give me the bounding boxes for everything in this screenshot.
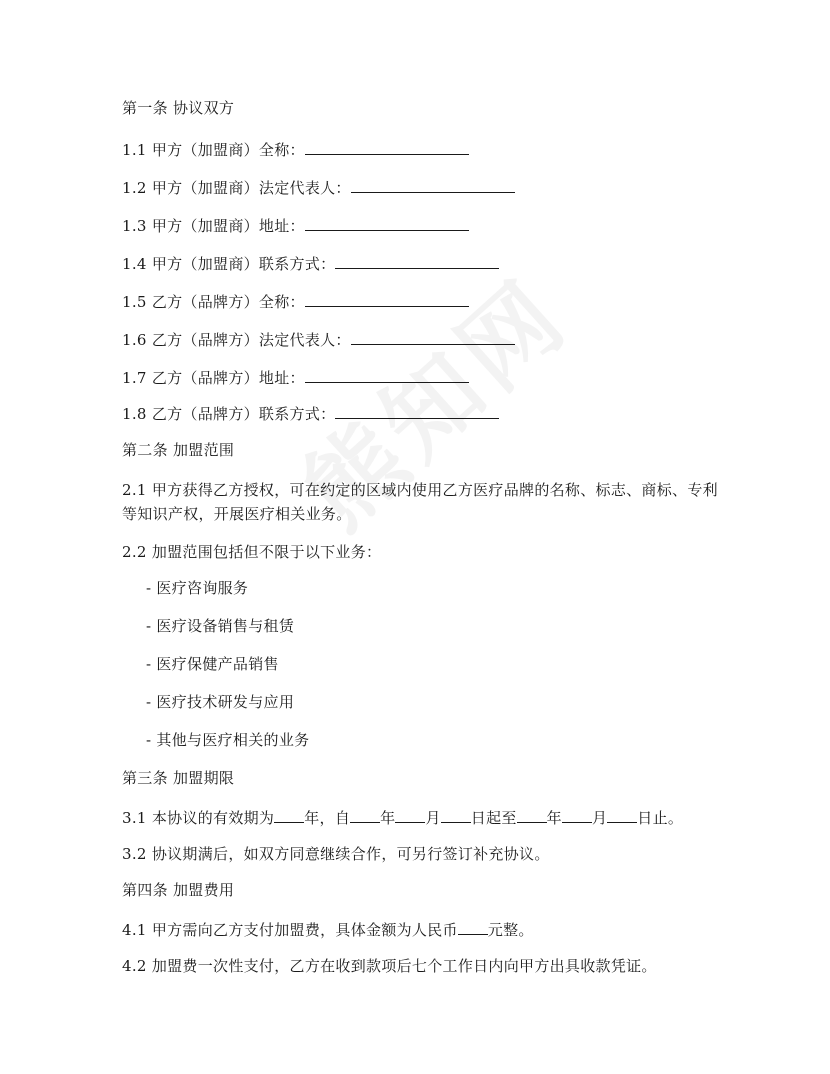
section-4-title: 第四条 加盟费用 <box>122 881 235 899</box>
clause-3-1-text: 年 <box>380 809 396 827</box>
clause-3-1 <box>122 806 683 828</box>
clause-1-7-label: 1.7 乙方（品牌方）地址： <box>122 369 305 387</box>
section-2-title: 第二条 加盟范围 <box>122 441 235 459</box>
list-item: - 医疗保健产品销售 <box>146 655 279 673</box>
list-item: - 医疗技术研发与应用 <box>146 693 295 711</box>
clause-1-6-label: 1.6 乙方（品牌方）法定代表人： <box>122 331 351 349</box>
blank-field <box>441 806 471 823</box>
list-item: - 其他与医疗相关的业务 <box>146 731 310 749</box>
clause-2-1: 2.1 甲方获得乙方授权，可在约定的区域内使用乙方医疗品牌的名称、标志、商标、专利等知识产权，开展医疗相关业务。 <box>122 481 718 523</box>
clause-4-1-text: 4.1 甲方需向乙方支付加盟费，具体金额为人民币 <box>122 921 458 939</box>
blank-field <box>607 806 637 823</box>
clause-1-4-label: 1.4 甲方（加盟商）联系方式： <box>122 255 336 273</box>
blank-field <box>305 290 469 307</box>
clause-1-6 <box>122 328 515 350</box>
blank-field <box>351 176 515 193</box>
clause-1-3-label: 1.3 甲方（加盟商）地址： <box>122 217 305 235</box>
clause-4-1 <box>122 918 534 940</box>
section-3-title: 第三条 加盟期限 <box>122 769 235 787</box>
section-1-title: 第一条 协议双方 <box>122 99 235 117</box>
clause-1-5-label: 1.5 乙方（品牌方）全称： <box>122 293 305 311</box>
clause-1-1 <box>122 138 469 160</box>
clause-3-1-text: 年，自 <box>304 809 351 827</box>
clause-4-2: 4.2 加盟费一次性支付，乙方在收到款项后七个工作日内向甲方出具收款凭证。 <box>122 957 657 975</box>
clause-1-2 <box>122 176 515 198</box>
blank-field <box>305 366 469 383</box>
clause-3-1-text: 日起至 <box>470 809 517 827</box>
clause-3-1-text: 月 <box>591 809 608 827</box>
blank-field <box>395 806 425 823</box>
blank-field <box>335 402 499 419</box>
clause-4-1-text: 元整。 <box>487 921 534 939</box>
clause-2-2: 2.2 加盟范围包括但不限于以下业务： <box>122 543 382 561</box>
clause-1-5 <box>122 290 469 312</box>
clause-1-3 <box>122 214 469 236</box>
clause-1-1-label: 1.1 甲方（加盟商）全称： <box>122 141 305 159</box>
clause-1-2-label: 1.2 甲方（加盟商）法定代表人： <box>122 179 351 197</box>
clause-1-4 <box>122 252 499 274</box>
list-item: - 医疗设备销售与租赁 <box>146 617 295 635</box>
clause-1-8 <box>122 402 499 424</box>
clause-1-8-label: 1.8 乙方（品牌方）联系方式： <box>122 405 336 423</box>
blank-field <box>351 328 515 345</box>
clause-3-1-text: 年 <box>546 809 562 827</box>
clause-3-1-text: 3.1 本协议的有效期为 <box>122 809 275 827</box>
clause-3-2: 3.2 协议期满后，如双方同意继续合作，可另行签订补充协议。 <box>122 845 550 863</box>
list-item: - 医疗咨询服务 <box>146 579 249 597</box>
blank-field <box>335 252 499 269</box>
blank-field <box>305 138 469 155</box>
blank-field <box>305 214 469 231</box>
blank-field <box>274 806 304 823</box>
clause-1-7 <box>122 366 469 388</box>
blank-field <box>350 806 380 823</box>
blank-field <box>517 806 547 823</box>
blank-field <box>562 806 592 823</box>
clause-3-1-text: 月 <box>425 809 441 827</box>
clause-3-1-text: 日止。 <box>637 809 684 827</box>
blank-field <box>458 918 488 935</box>
